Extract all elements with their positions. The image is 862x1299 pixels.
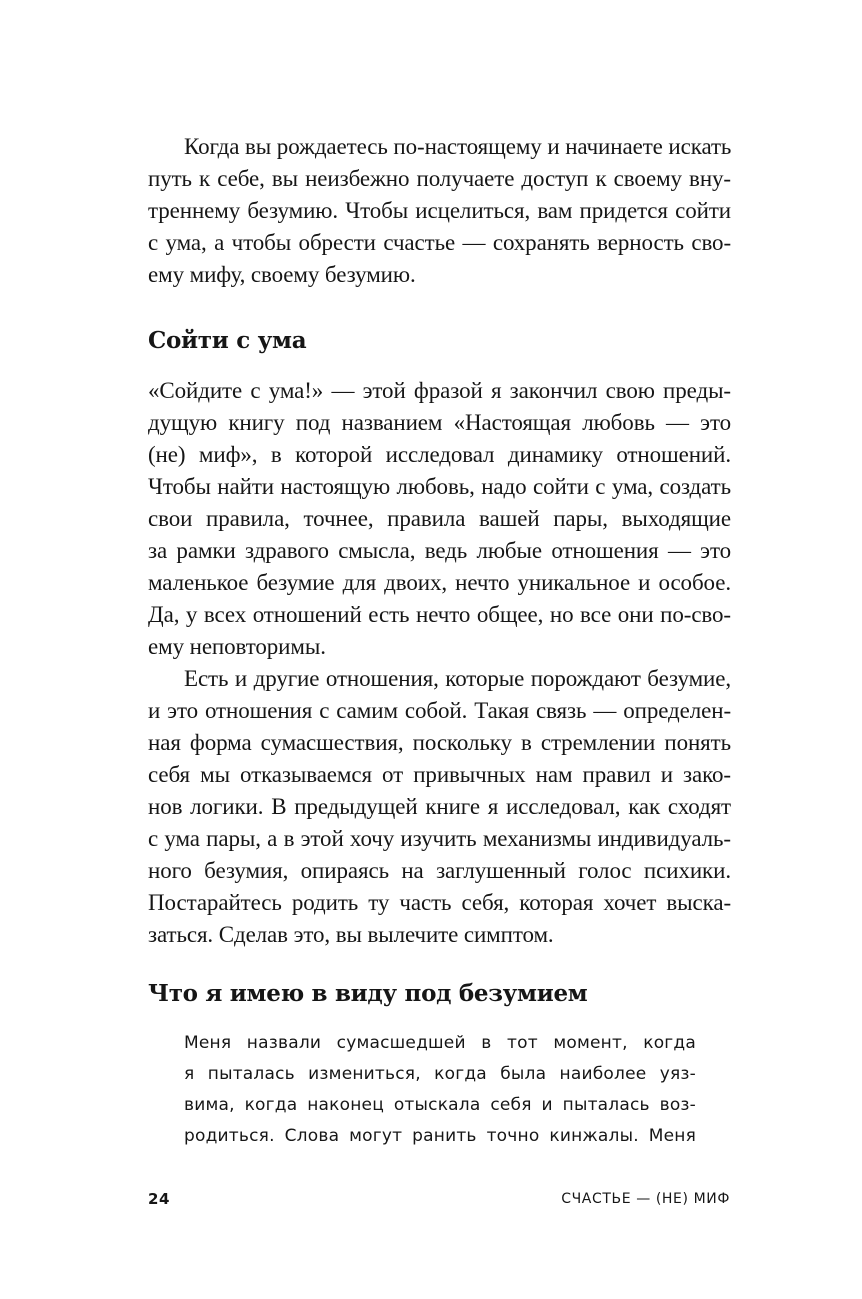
body-line: Да, у всех отношений есть нечто общее, но все они по-сво-	[148, 602, 731, 627]
body-line: ная форма сумасшествия, поскольку в стремлении понять	[148, 730, 731, 755]
quote-line: Меня назвали сумасшедшей в тот момент, когда	[184, 1033, 696, 1053]
body-line: с ума, а чтобы обрести счастье — сохранять верность сво-	[148, 230, 731, 255]
body-line: заться. Сделав это, вы вылечите симптом.	[148, 922, 554, 947]
body-line: маленькое безумие для двоих, нечто уникальное и особое.	[148, 570, 731, 595]
quote-line: вима, когда наконец отыскала себя и пыталась воз-	[184, 1095, 696, 1115]
body-line: ного безумия, опираясь на заглушенный голос психики.	[148, 858, 731, 883]
body-line: треннему безумию. Чтобы исцелиться, вам придется сойти	[148, 198, 731, 223]
body-line: Когда вы рождаетесь по-настоящему и начинаете искать	[184, 134, 732, 159]
body-line: свои правила, точнее, правила вашей пары, выходящие	[148, 506, 731, 531]
body-line: ему мифу, своему безумию.	[148, 262, 416, 287]
body-line: за рамки здравого смысла, ведь любые отношения — это	[148, 538, 731, 563]
quote-line: я пыталась измениться, когда была наиболее уяз-	[184, 1064, 696, 1084]
body-line: дущую книгу под названием «Настоящая любовь — это	[148, 410, 731, 435]
running-title: СЧАСТЬЕ — (НЕ) МИФ	[561, 1191, 730, 1207]
quote-line: родиться. Слова могут ранить точно кинжалы. Меня	[184, 1126, 696, 1146]
section-heading: Сойти с ума	[148, 327, 307, 354]
body-line: нов логики. В предыдущей книге я исследовал, как сходят	[148, 794, 731, 819]
body-line: с ума пары, а в этой хочу изучить механизмы индивидуаль-	[148, 826, 731, 851]
body-line: себя мы отказываемся от привычных нам правил и зако-	[148, 762, 731, 787]
body-line: и это отношения с самим собой. Такая связь — определен-	[148, 698, 731, 723]
body-line: Постарайтесь родить ту часть себя, которая хочет выска-	[148, 890, 731, 915]
body-line: ему неповторимы.	[148, 634, 326, 659]
body-line: Есть и другие отношения, которые порождают безумие,	[184, 666, 731, 691]
page-number: 24	[148, 1190, 171, 1208]
body-line: путь к себе, вы неизбежно получаете доступ к своему вну-	[148, 166, 731, 191]
body-line: (не) миф», в которой исследовал динамику отношений.	[148, 442, 731, 467]
body-line: «Сойдите с ума!» — этой фразой я закончил свою преды-	[148, 378, 731, 403]
section-heading: Что я имею в виду под безумием	[148, 980, 588, 1007]
body-line: Чтобы найти настоящую любовь, надо сойти с ума, создать	[148, 474, 731, 499]
